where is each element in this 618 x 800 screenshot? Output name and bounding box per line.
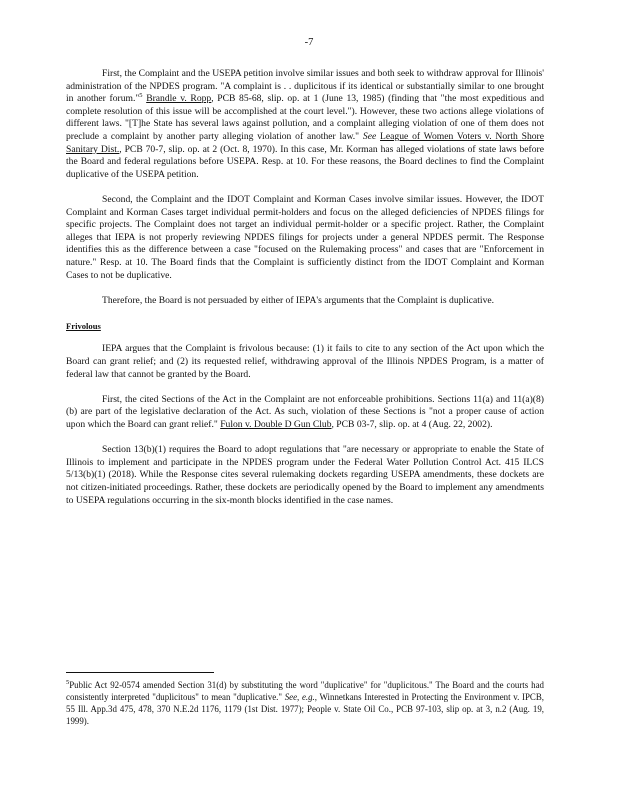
section-heading-frivolous: Frivolous <box>66 320 101 331</box>
paragraph-duplicitous-first: First, the Complaint and the USEPA petition involve similar issues and both seek to withdraw approval for Illinois' administration of the NPDES program. "A complaint is . . duplicitous if its identical or substantially similar to one brought in another forum."$^5$ Brandle v. Ropp, PCB 85-68, slip. op. at 1 (June 13, 1985) (finding that "the most expeditious and complete resolution of this issue will be accomplished at the court level."). However, these two actions allege violations of different laws. "[T]he State has several laws against pollution, and a complaint alleging violation of one of them does not preclude a complaint by another party alleging violation of another law." See League of Women Voters v. North Shore Sanitary Dist., PCB 70-7, slip. op. at 2 (Oct. 8, 1970). In this case, Mr. Korman has alleged violations of state laws before the Board and federal regulations before USEPA. Resp. at 10. For these reasons, the Board declines to find the Complaint duplicative of the USEPA petition. <box>66 68 544 180</box>
case-citation-league: League of Women Voters v. North Shore Sanitary Dist. <box>66 130 544 155</box>
footnote-ref: 5 <box>139 92 143 99</box>
paragraph-section-13b1: Section 13(b)(1) requires the Board to adopt regulations that "are necessary or appropriate to enable the State of Illinois to implement and participate in the NPDES program under the Federal Water Pollution Control Act. 415 ILCS 5/13(b)(1) (2018). While the Response cites several rulemaking dockets regarding USEPA amendments, these dockets are not citizen-initiated proceedings. Rather, these dockets are periodically opened by the Board to implement any amendments to USEPA regulations occurring in the six-month blocks identified in the case names. <box>66 444 544 506</box>
paragraph-frivolous-argument: IEPA argues that the Complaint is frivolous because: (1) it fails to cite to any section of the Act upon which the Board can grant relief; and (2) its requested relief, withdrawing approval of the Illinois NPDES Program, is a matter of federal law that cannot be granted by the Board. <box>66 343 544 380</box>
footnote-divider <box>66 672 214 673</box>
paragraph-duplicitous-second: Second, the Complaint and the IDOT Complaint and Korman Cases involve similar issues. However, the IDOT Complaint and Korman Cases target individual permit-holders and focus on the alleged deficiencies of NPDES filings for specific projects. The Complaint does not target an individual permit-holder or a specific project. Rather, the Complaint alleges that IEPA is not properly reviewing NPDES filings for projects under a general NPDES permit. The Response identifies this as the difference between a case "focused on the Rulemaking process" and cases that are "Enforcement in nature." Resp. at 10. The Board finds that the Complaint is sufficiently distinct from the IDOT Complaint and Korman Cases to not be duplicative. <box>66 193 544 281</box>
footnote: $^5$Public Act 92-0574 amended Section 31(d) by substituting the word "duplicative" for "duplicitous." The Board and the courts had consistently interpreted "duplicitous" to mean "duplicative." See, e.g., Winnetkans Interested in Protecting the Environment v. IPCB, 55 Ill. App.3d 475, 478, 370 N.E.2d 1176, 1179 (1st Dist. 1977); People v. State Oil Co., PCB 97-103, slip op. at 3, n.2 (Aug. 19, 1999). <box>66 679 544 726</box>
case-citation-fulon: Fulon v. Double D Gun Club <box>220 419 332 431</box>
paragraph-frivolous-first: First, the cited Sections of the Act in the Complaint are not enforceable prohibitions. Sections 11(a) and 11(a)(8)(b) are part of the legislative declaration of the Act. As such, violation of these Sections is "not a proper cause of action upon which the Board can grant relief." Fulon v. Double D Gun Club, PCB 03-7, slip. op. at 4 (Aug. 22, 2002). <box>66 393 544 431</box>
footnote-number: 5 <box>66 679 70 687</box>
page-number: -7 <box>304 37 314 48</box>
document-body <box>66 68 544 520</box>
paragraph-duplicitous-conclusion: Therefore, the Board is not persuaded by either of IEPA's arguments that the Complaint is duplicative. <box>102 294 495 306</box>
case-citation-brandle: Brandle v. Ropp <box>146 93 212 105</box>
